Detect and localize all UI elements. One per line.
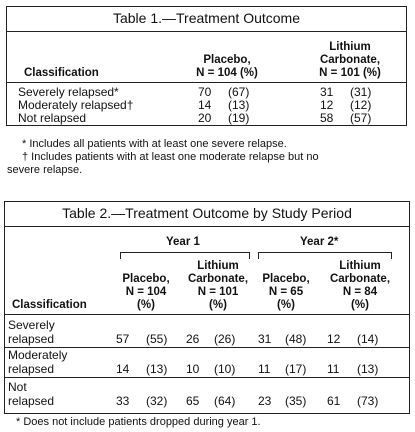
table2-row-rule bbox=[4, 377, 410, 378]
table2-footnote: * Does not include patients dropped during year 1. bbox=[16, 416, 261, 428]
table2-row-label: Not relapsed bbox=[8, 380, 55, 408]
table2-cell: (73) bbox=[357, 394, 379, 408]
table1-header-rule bbox=[6, 82, 407, 83]
table1-cell: (67) bbox=[228, 85, 250, 99]
table1-cell: (57) bbox=[350, 111, 372, 125]
table2-cell: 26 bbox=[186, 332, 200, 346]
table1-row-label: Severely relapsed* bbox=[18, 85, 119, 99]
table1-footnote: † Includes patients with at least one moderate relapse but no bbox=[22, 151, 319, 163]
table2-cell: 33 bbox=[116, 394, 130, 408]
table2-cell: 11 bbox=[258, 362, 271, 376]
table1-row-label: Moderately relapsed† bbox=[18, 98, 134, 112]
table2-cell: (35) bbox=[285, 394, 307, 408]
table2-cell: (48) bbox=[285, 332, 307, 346]
table2-header-rule bbox=[4, 314, 410, 315]
table1-footnote: * Includes all patients with at least one severe relapse. bbox=[22, 138, 287, 150]
table1-title-rule bbox=[6, 31, 407, 32]
table2-row-label: Severely relapsed bbox=[8, 318, 55, 346]
table2-cell: 23 bbox=[258, 394, 272, 408]
table1-row-label: Not relapsed bbox=[18, 111, 87, 125]
table2-cell: (32) bbox=[146, 394, 168, 408]
table2-cell: (17) bbox=[285, 362, 307, 376]
table2-cell: 65 bbox=[186, 394, 200, 408]
table2-year1-label: Year 1 bbox=[166, 236, 200, 248]
table2-cell: (13) bbox=[146, 362, 168, 376]
table1-cell: (31) bbox=[350, 85, 372, 99]
table2-cell: 61 bbox=[327, 394, 341, 408]
table2-title: Table 2.—Treatment Outcome by Study Period bbox=[62, 205, 352, 221]
table1-cell: (12) bbox=[350, 98, 372, 112]
table2-cell: 57 bbox=[116, 332, 130, 346]
table2-cell: (55) bbox=[146, 332, 168, 346]
table1-cell: (13) bbox=[228, 98, 250, 112]
table2-cell: (64) bbox=[214, 394, 236, 408]
table2-cell: 11 bbox=[327, 362, 340, 376]
table2-year2-brace bbox=[258, 252, 392, 259]
table2-cell: 12 bbox=[327, 332, 341, 346]
table2-row-label: Moderately relapsed bbox=[8, 348, 68, 376]
table2-cell: 14 bbox=[116, 362, 130, 376]
table1-cell: 20 bbox=[198, 111, 212, 125]
table2-col-y2-placebo: Placebo, N = 65 (%) bbox=[262, 273, 310, 311]
table1-cell: (19) bbox=[228, 111, 250, 125]
table2-cell: (26) bbox=[214, 332, 236, 346]
table2-cell: (14) bbox=[357, 332, 379, 346]
table1-col-lithium: Lithium Carbonate, N = 101 (%) bbox=[319, 41, 381, 79]
table2-year2-label: Year 2* bbox=[300, 236, 339, 248]
table1-cell: 58 bbox=[320, 111, 334, 125]
table2-title-rule bbox=[4, 226, 410, 227]
table2-col-classification: Classification bbox=[12, 299, 87, 311]
table2-col-y1-placebo: Placebo, N = 104 (%) bbox=[122, 273, 170, 311]
table1-cell: 31 bbox=[320, 85, 334, 99]
table1-col-classification: Classification bbox=[24, 67, 99, 79]
table1-cell: 14 bbox=[198, 98, 212, 112]
table2-col-y2-lithium: Lithium Carbonate, N = 84 (%) bbox=[329, 260, 391, 311]
table2-cell: (10) bbox=[214, 362, 236, 376]
table2-col-y1-lithium: Lithium Carbonate, N = 101 (%) bbox=[187, 260, 249, 311]
table2-cell: 31 bbox=[258, 332, 272, 346]
table1-cell: 70 bbox=[198, 85, 212, 99]
table2-cell: 10 bbox=[186, 362, 200, 376]
table2-year1-brace bbox=[120, 252, 250, 259]
table1-cell: 12 bbox=[320, 98, 334, 112]
table1-footnote: severe relapse. bbox=[7, 164, 83, 176]
table1-col-placebo: Placebo, N = 104 (%) bbox=[196, 54, 258, 79]
table1-title: Table 1.—Treatment Outcome bbox=[112, 10, 300, 26]
table2-cell: (13) bbox=[357, 362, 379, 376]
